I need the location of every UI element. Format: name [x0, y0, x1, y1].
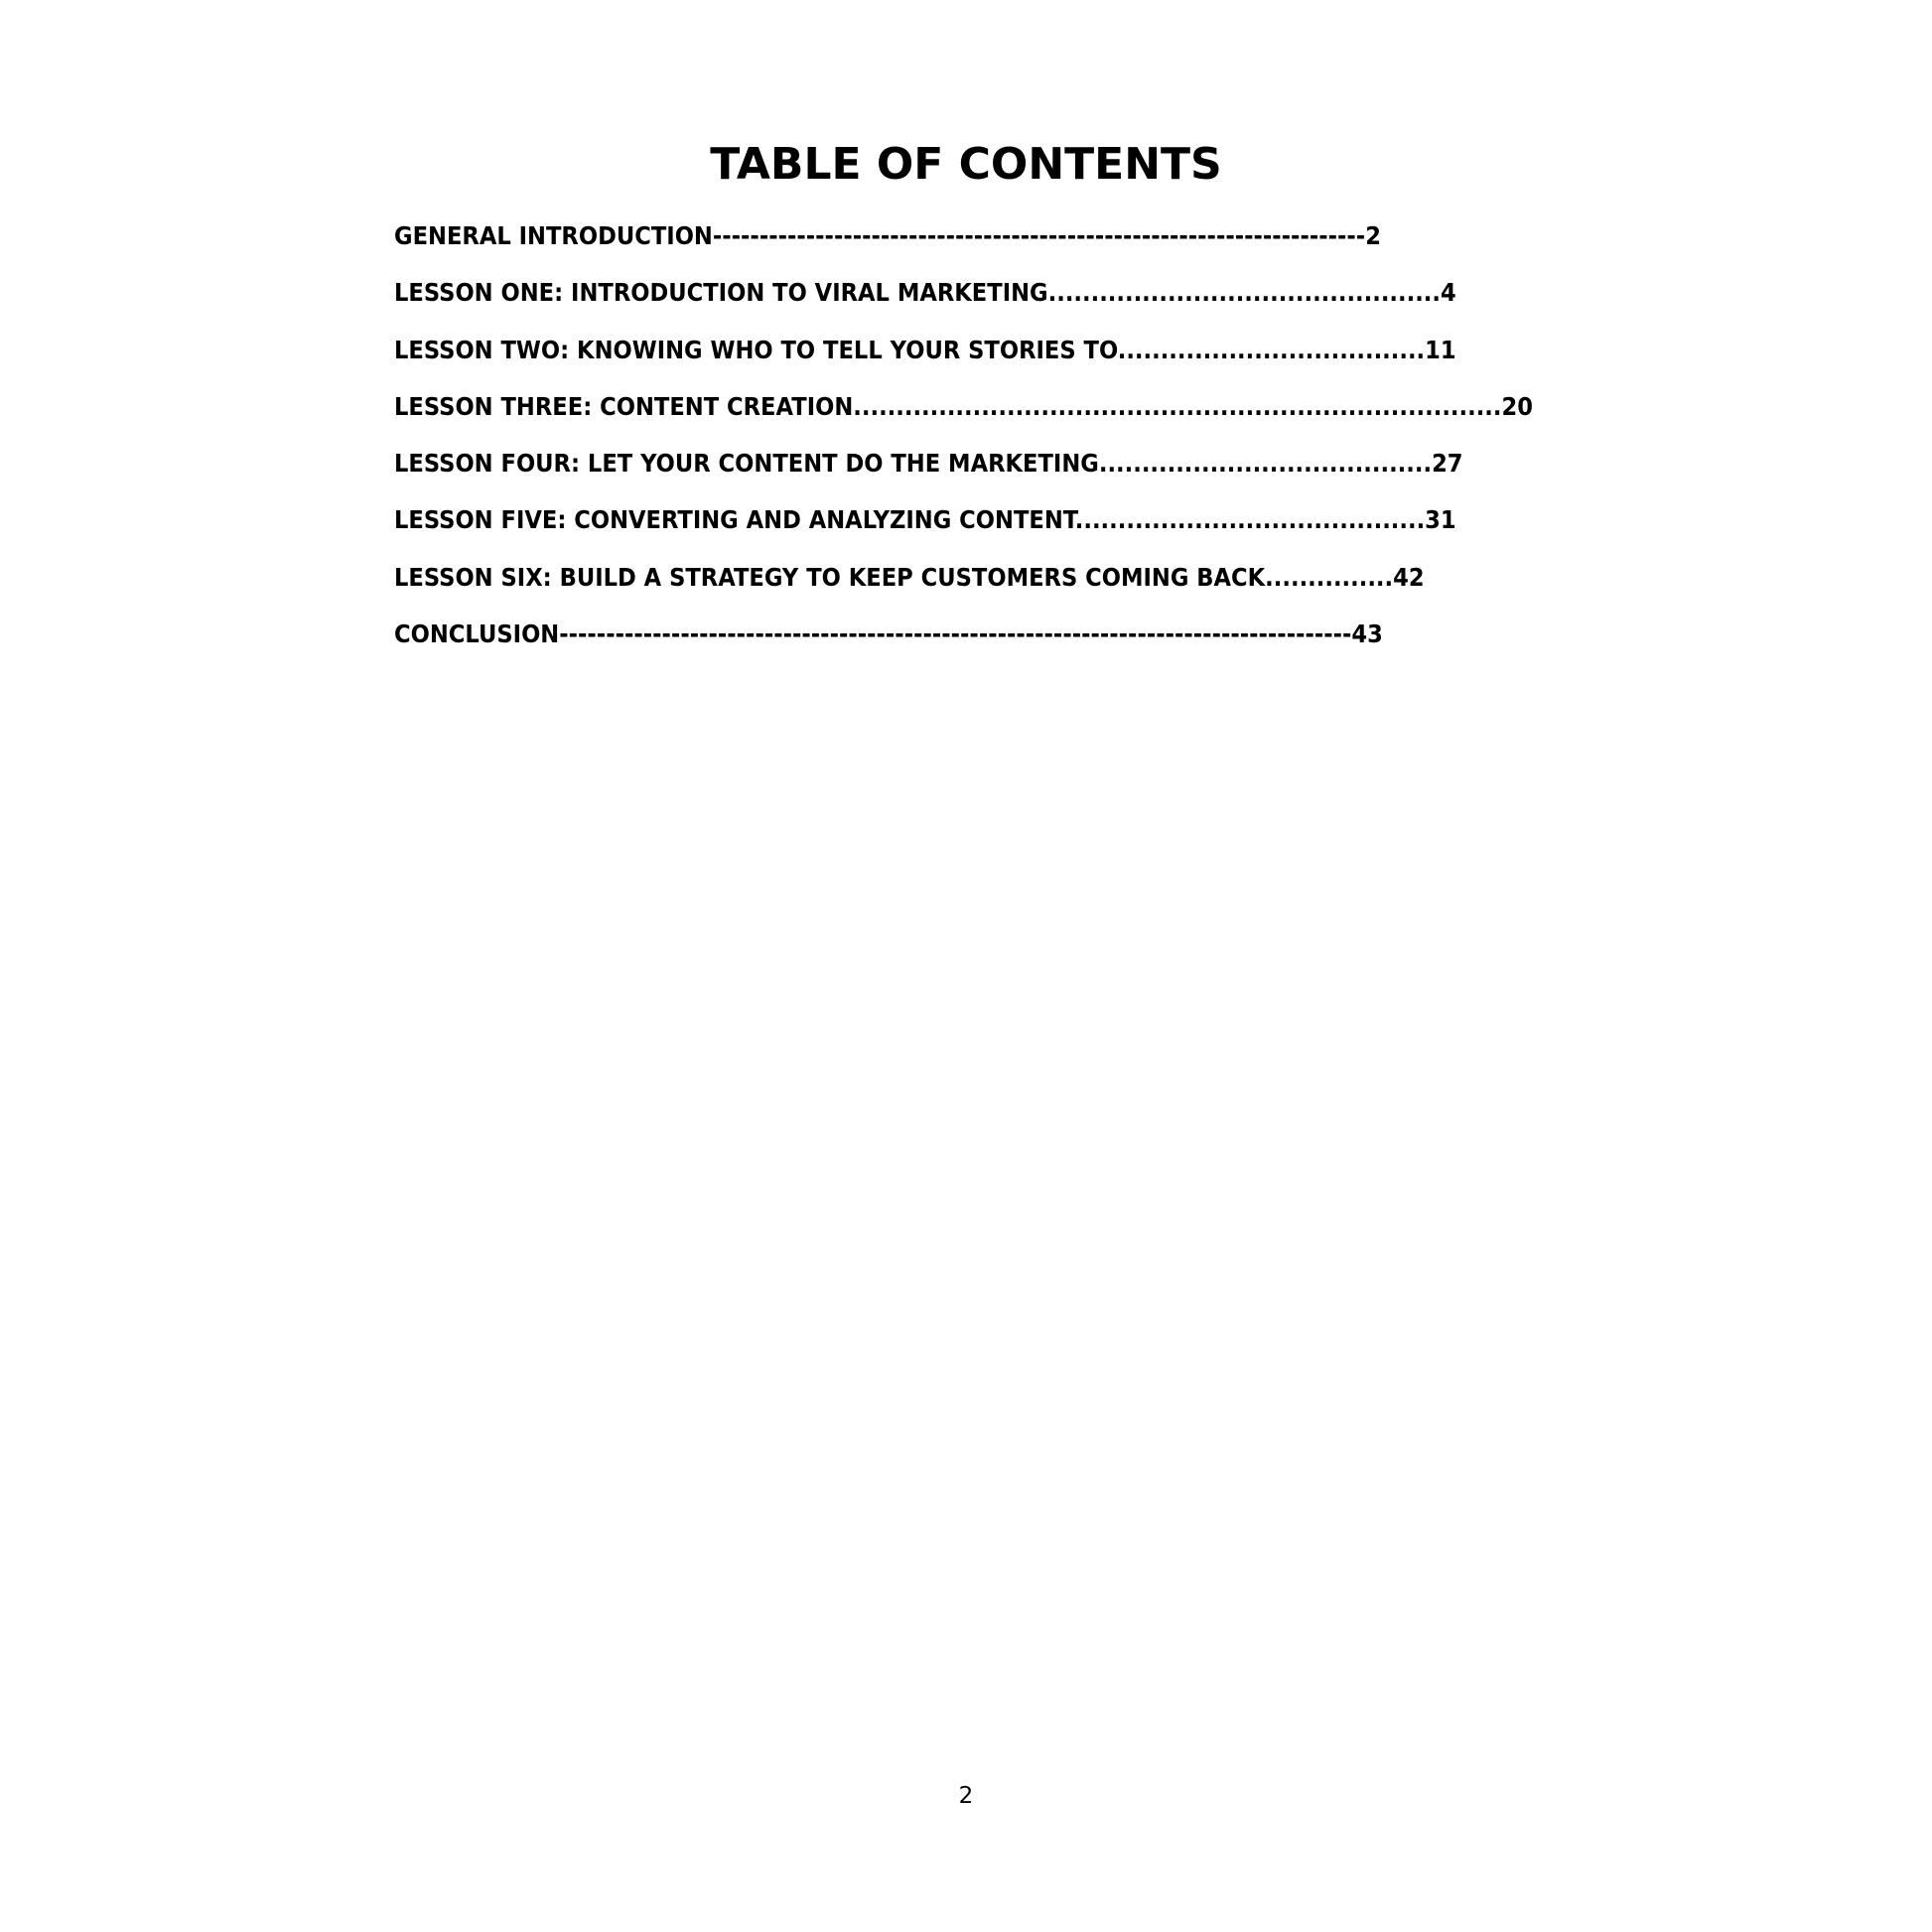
toc-entry-leader: ...............: [1265, 562, 1394, 592]
toc-entry-label: LESSON THREE: CONTENT CREATION: [394, 391, 854, 421]
table-of-contents: [394, 218, 1652, 673]
toc-entry-leader: ..............................................: [1047, 278, 1441, 308]
toc-entry-leader: .........................................: [1074, 505, 1426, 535]
toc-entry-conclusion[interactable]: [394, 617, 1533, 673]
toc-entry-leader: .......................................: [1098, 449, 1433, 479]
page-title: TABLE OF CONTENTS: [710, 139, 1222, 190]
toc-entry-label: GENERAL INTRODUCTION: [394, 221, 713, 250]
toc-entry-lesson-six[interactable]: [394, 560, 1533, 617]
toc-entry-label: CONCLUSION: [394, 620, 560, 649]
toc-entry-lesson-three[interactable]: [394, 389, 1533, 446]
toc-entry-page: 42: [1393, 562, 1425, 592]
toc-entry-label: LESSON FIVE: CONVERTING AND ANALYZING CONTENT: [394, 505, 1075, 535]
toc-entry-page: 31: [1425, 505, 1456, 535]
toc-entry-page: 43: [1351, 620, 1383, 649]
toc-entry-label: LESSON SIX: BUILD A STRATEGY TO KEEP CUSTOMERS COMING BACK: [394, 562, 1266, 592]
page-number: 2: [958, 1783, 974, 1809]
toc-entry-label: LESSON TWO: KNOWING WHO TO TELL YOUR STORIES TO: [394, 335, 1118, 364]
toc-entry-leader: -------------------------------------------------------------------------------------: [559, 620, 1352, 649]
toc-entry-page: 20: [1501, 391, 1533, 421]
toc-entry-leader: ............................................................................: [853, 391, 1502, 421]
toc-entry-page: 2: [1365, 221, 1381, 250]
toc-entry-leader: ....................................: [1117, 335, 1426, 364]
toc-entry-lesson-two[interactable]: [394, 333, 1533, 389]
toc-entry-lesson-four[interactable]: [394, 446, 1533, 502]
toc-entry-leader: ----------------------------------------------------------------------: [712, 221, 1366, 250]
toc-entry-page: 27: [1432, 449, 1463, 479]
toc-entry-page: 4: [1440, 278, 1456, 308]
toc-entry-lesson-one[interactable]: [394, 275, 1533, 332]
toc-entry-label: LESSON ONE: INTRODUCTION TO VIRAL MARKETING: [394, 278, 1048, 308]
toc-entry-page: 11: [1425, 335, 1456, 364]
toc-entry-general-introduction[interactable]: [394, 218, 1533, 275]
toc-entry-lesson-five[interactable]: [394, 502, 1533, 559]
toc-entry-label: LESSON FOUR: LET YOUR CONTENT DO THE MARKETING: [394, 449, 1099, 479]
